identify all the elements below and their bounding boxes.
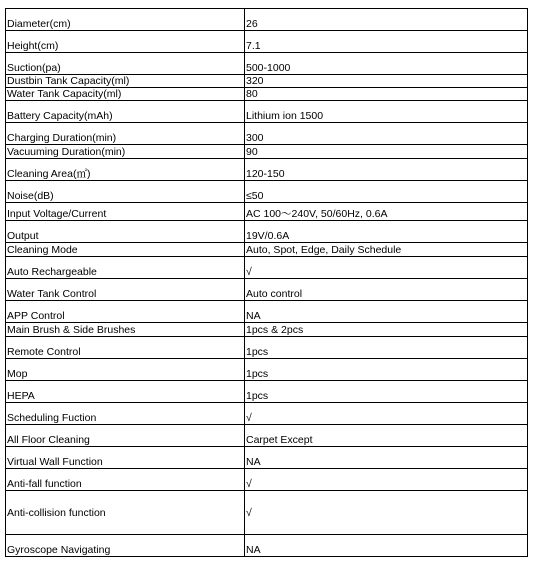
- table-row: [6, 359, 528, 381]
- table-row: [6, 279, 528, 301]
- spec-value: ≤50: [245, 181, 528, 203]
- spec-value: Carpet Except: [245, 425, 528, 447]
- table-row: [6, 9, 528, 31]
- spec-value: 320: [245, 75, 528, 88]
- table-row: [6, 243, 528, 257]
- spec-value: 1pcs: [245, 381, 528, 403]
- table-row: [6, 257, 528, 279]
- spec-label: Auto Rechargeable: [6, 257, 245, 279]
- table-row: [6, 381, 528, 403]
- spec-value: 1pcs: [245, 337, 528, 359]
- spec-label: Noise(dB): [6, 181, 245, 203]
- spec-value: 300: [245, 123, 528, 145]
- spec-label: Anti-collision function: [6, 491, 245, 535]
- spec-label: Output: [6, 221, 245, 243]
- table-row: [6, 53, 528, 75]
- spec-table-body: [6, 9, 528, 557]
- spec-label: Dustbin Tank Capacity(ml): [6, 75, 245, 88]
- spec-label: HEPA: [6, 381, 245, 403]
- spec-value: NA: [245, 301, 528, 323]
- spec-label: Height(cm): [6, 31, 245, 53]
- spec-value: 7.1: [245, 31, 528, 53]
- spec-value: 1pcs: [245, 359, 528, 381]
- spec-label: Input Voltage/Current: [6, 203, 245, 221]
- spec-value: 1pcs & 2pcs: [245, 323, 528, 337]
- spec-value: 90: [245, 145, 528, 159]
- spec-label: Mop: [6, 359, 245, 381]
- table-row: [6, 447, 528, 469]
- table-row: [6, 145, 528, 159]
- table-row: [6, 31, 528, 53]
- spec-table: [5, 8, 528, 557]
- table-row: [6, 203, 528, 221]
- table-row: [6, 535, 528, 557]
- spec-label: APP Control: [6, 301, 245, 323]
- table-row: [6, 337, 528, 359]
- spec-label: Virtual Wall Function: [6, 447, 245, 469]
- spec-label: Cleaning Area(㎡): [6, 159, 245, 181]
- spec-value: Auto, Spot, Edge, Daily Schedule: [245, 243, 528, 257]
- spec-value: 120-150: [245, 159, 528, 181]
- table-row: [6, 425, 528, 447]
- spec-label: Suction(pa): [6, 53, 245, 75]
- spec-value: √: [245, 491, 528, 535]
- spec-value: Auto control: [245, 279, 528, 301]
- table-row: [6, 123, 528, 145]
- spec-sheet: [5, 8, 527, 557]
- spec-value: 19V/0.6A: [245, 221, 528, 243]
- table-row: [6, 221, 528, 243]
- spec-label: Diameter(cm): [6, 9, 245, 31]
- table-row: [6, 323, 528, 337]
- spec-value: 500-1000: [245, 53, 528, 75]
- spec-label: All Floor Cleaning: [6, 425, 245, 447]
- table-row: [6, 301, 528, 323]
- table-row: [6, 88, 528, 101]
- spec-label: Main Brush & Side Brushes: [6, 323, 245, 337]
- spec-label: Water Tank Control: [6, 279, 245, 301]
- spec-label: Remote Control: [6, 337, 245, 359]
- spec-label: Charging Duration(min): [6, 123, 245, 145]
- table-row: [6, 403, 528, 425]
- spec-label: Vacuuming Duration(min): [6, 145, 245, 159]
- spec-value: AC 100～240V, 50/60Hz, 0.6A: [245, 203, 528, 221]
- spec-value: 80: [245, 88, 528, 101]
- spec-value: 26: [245, 9, 528, 31]
- spec-label: Anti-fall function: [6, 469, 245, 491]
- table-row: [6, 491, 528, 535]
- spec-value: NA: [245, 535, 528, 557]
- spec-label: Battery Capacity(mAh): [6, 101, 245, 123]
- spec-label: Gyroscope Navigating: [6, 535, 245, 557]
- table-row: [6, 101, 528, 123]
- table-row: [6, 469, 528, 491]
- table-row: [6, 159, 528, 181]
- spec-value: Lithium ion 1500: [245, 101, 528, 123]
- spec-value: NA: [245, 447, 528, 469]
- spec-label: Scheduling Fuction: [6, 403, 245, 425]
- table-row: [6, 75, 528, 88]
- spec-value: √: [245, 257, 528, 279]
- table-row: [6, 181, 528, 203]
- spec-label: Water Tank Capacity(ml): [6, 88, 245, 101]
- spec-value: √: [245, 469, 528, 491]
- spec-label: Cleaning Mode: [6, 243, 245, 257]
- spec-value: √: [245, 403, 528, 425]
